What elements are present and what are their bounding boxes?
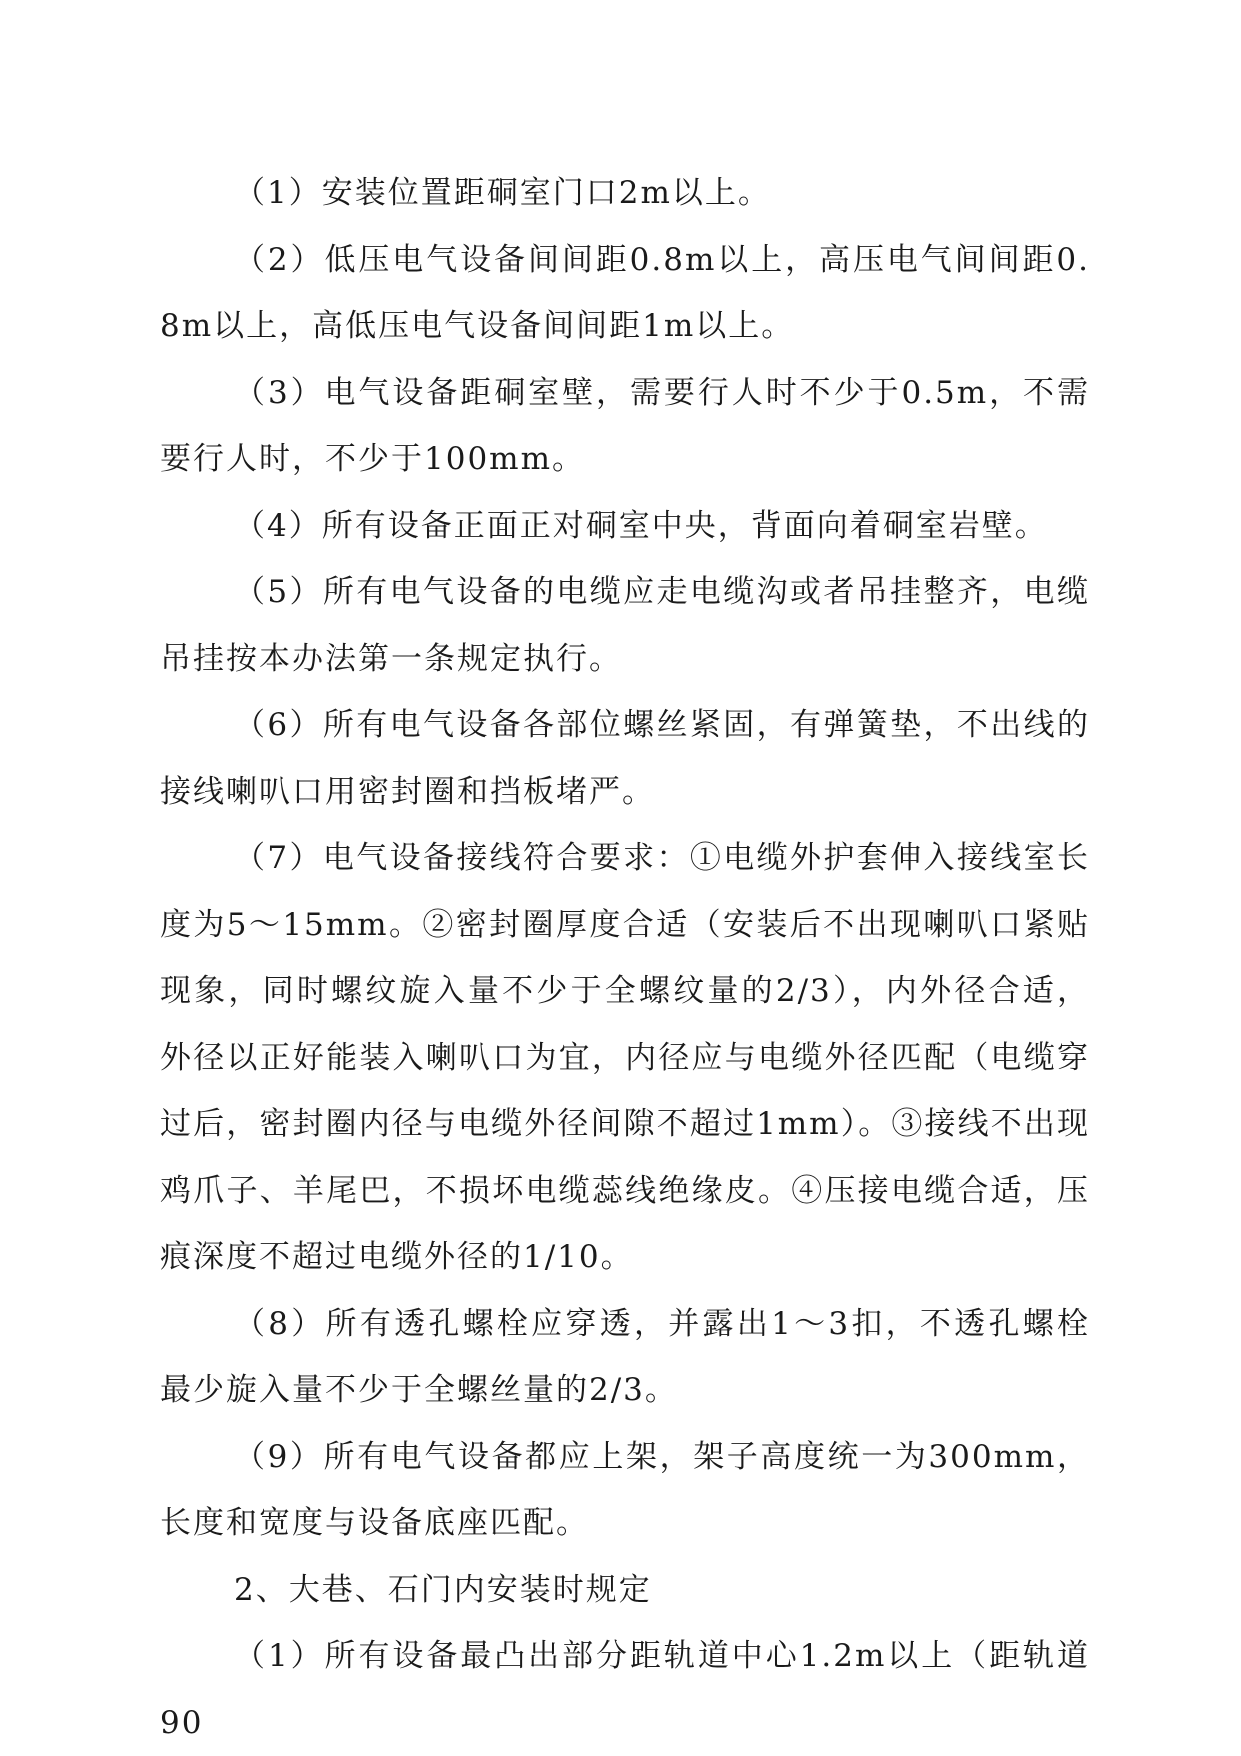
paragraph-9: （9）所有电气设备都应上架，架子高度统一为300mm，长度和宽度与设备底座匹配。 — [160, 1438, 1090, 1541]
paragraph-10: （1）所有设备最凸出部分距轨道中心1.2m以上（距轨道90 — [160, 1638, 1090, 1741]
paragraph-7: （7）电气设备接线符合要求：①电缆外护套伸入接线室长度为5～15mm。②密封圈厚度合适（安装后不出现喇叭口紧贴现象，同时螺纹旋入量不少于全螺纹量的2/3），内外径合适，外径以正好能装入喇叭口为宜，内径应与电缆外径匹配（电缆穿过后，密封圈内径与电缆外径间隙不超过1mm）。③接线不出现鸡爪子、羊尾巴，不损坏电缆蕊线绝缘皮。④压接电缆合适，压痕深度不超过电缆外径的1/10。 — [160, 840, 1090, 1275]
paragraph-1: （1）安装位置距硐室门口2m以上。 — [234, 175, 771, 211]
paragraph-5: （5）所有电气设备的电缆应走电缆沟或者吊挂整齐，电缆吊挂按本办法第一条规定执行。 — [160, 574, 1090, 677]
paragraph-3: （3）电气设备距硐室壁，需要行人时不少于0.5m，不需要行人时，不少于100mm。 — [160, 374, 1090, 477]
paragraph-2: （2）低压电气设备间间距0.8m以上，高压电气间间距0.8m以上，高低压电气设备间间距1m以上。 — [160, 241, 1090, 344]
paragraph-8: （8）所有透孔螺栓应穿透，并露出1～3扣，不透孔螺栓最少旋入量不少于全螺丝量的2/3。 — [160, 1305, 1090, 1408]
paragraph-6: （6）所有电气设备各部位螺丝紧固，有弹簧垫，不出线的接线喇叭口用密封圈和挡板堵严。 — [160, 707, 1090, 810]
paragraph-4: （4）所有设备正面正对硐室中央，背面向着硐室岩壁。 — [234, 507, 1048, 544]
document-body — [160, 160, 1090, 1756]
section-heading: 2、大巷、石门内安装时规定 — [234, 1571, 652, 1608]
